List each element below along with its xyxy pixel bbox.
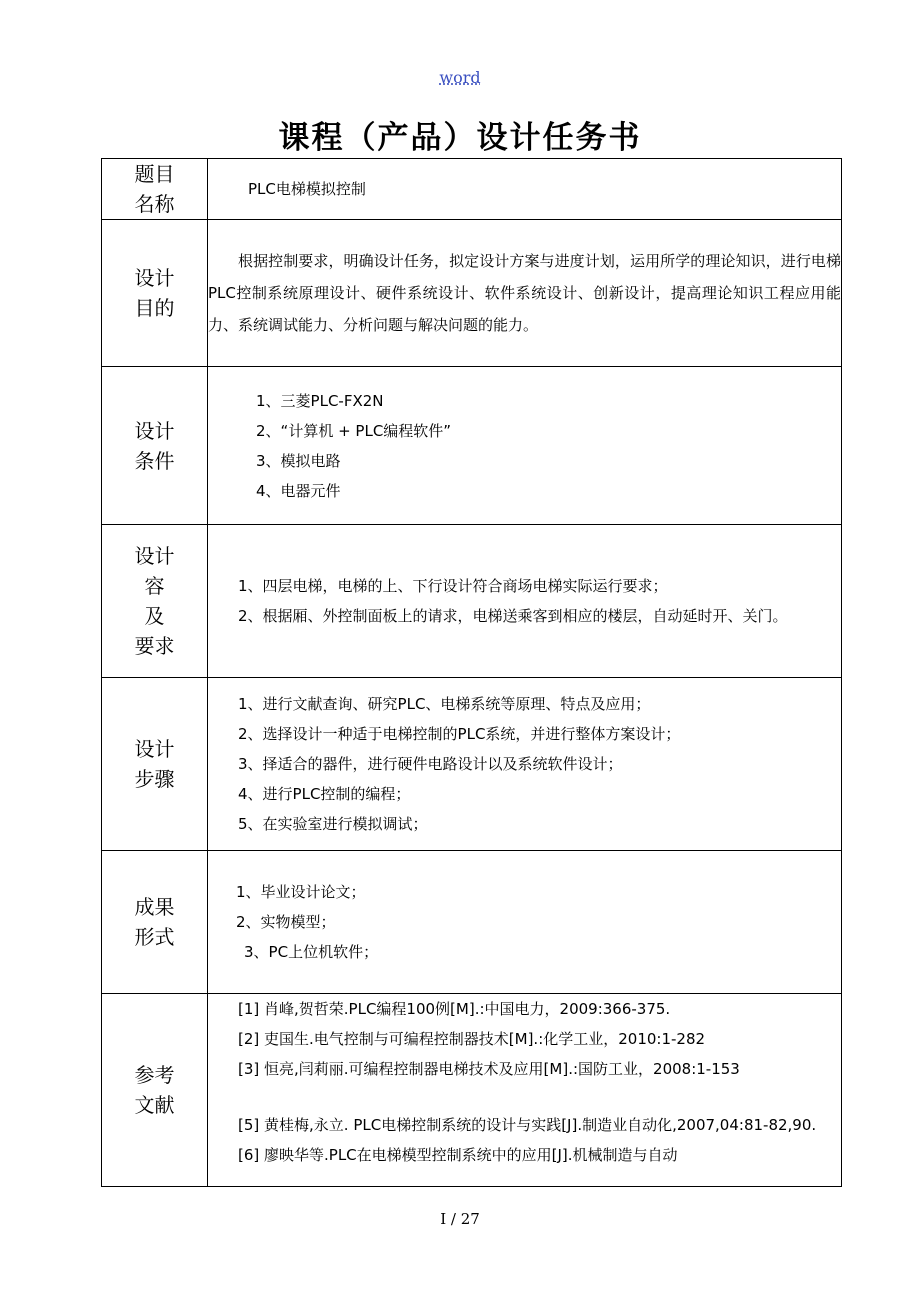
reference-item: [5] 黄桂梅,永立. PLC电梯控制系统的设计与实践[J].制造业自动化,2007,04:81-82,90.: [238, 1116, 817, 1134]
label-topic: 题目 名称: [102, 159, 208, 220]
list-item: 2、实物模型；: [236, 913, 336, 931]
list-item: 3、PC上位机软件；: [244, 943, 379, 961]
list-item: 3、模拟电路: [256, 451, 341, 470]
label-content: 设计 容 及 要求: [102, 525, 208, 678]
row-references: [102, 994, 842, 1187]
list-item: 1、三菱PLC-FX2N: [256, 391, 384, 410]
list-item: 2、选择设计一种适于电梯控制的PLC系统，并进行整体方案设计；: [238, 725, 681, 743]
spacer: [208, 1084, 841, 1110]
list-item: 5、在实验室进行模拟调试；: [238, 815, 428, 833]
list-item: 4、进行PLC控制的编程；: [238, 785, 411, 803]
results-list: [208, 851, 842, 994]
task-table: [101, 158, 842, 1187]
row-conditions: [102, 367, 842, 525]
steps-list: [208, 678, 842, 851]
label-conditions: 设计 条件: [102, 367, 208, 525]
references-list: [208, 994, 842, 1187]
content-list: [208, 525, 842, 678]
row-purpose: [102, 220, 842, 367]
list-item: 2、“计算机 + PLC编程软件”: [256, 421, 452, 440]
reference-item: [1] 肖峰,贺哲荣.PLC编程100例[M].:中国电力，2009:366-375.: [238, 1000, 671, 1018]
row-topic: [102, 159, 842, 220]
list-item: 1、毕业设计论文；: [236, 883, 366, 901]
topic-value: PLC电梯模拟控制: [208, 159, 842, 220]
list-item: 1、四层电梯，电梯的上、下行设计符合商场电梯实际运行要求；: [238, 577, 668, 595]
label-purpose: 设计 目的: [102, 220, 208, 367]
list-item: 3、择适合的器件，进行硬件电路设计以及系统软件设计；: [238, 755, 623, 773]
reference-item: [6] 廖映华等.PLC在电梯模型控制系统中的应用[J].机械制造与自动: [238, 1146, 678, 1164]
label-steps: 设计 步骤: [102, 678, 208, 851]
purpose-text: 根据控制要求，明确设计任务，拟定设计方案与进度计划，运用所学的理论知识，进行电梯PLC控制系统原理设计、硬件系统设计、软件系统设计、创新设计，提高理论知识工程应用能力、系统调试能力、分析问题与解决问题的能力。: [208, 220, 842, 367]
list-item: 4、电器元件: [256, 481, 341, 500]
page-title: 课程（产品）设计任务书: [278, 120, 642, 156]
row-results: [102, 851, 842, 994]
row-content: [102, 525, 842, 678]
conditions-list: [208, 367, 842, 525]
header-word-link[interactable]: word: [439, 68, 481, 87]
label-results: 成果 形式: [102, 851, 208, 994]
list-item: 1、进行文献查询、研究PLC、电梯系统等原理、特点及应用；: [238, 695, 651, 713]
row-steps: [102, 678, 842, 851]
reference-item: [3] 恒亮,闫莉丽.可编程控制器电梯技术及应用[M].:国防工业，2008:1-153: [238, 1060, 740, 1078]
page-number: I / 27: [440, 1210, 480, 1228]
list-item: 2、根据厢、外控制面板上的请求，电梯送乘客到相应的楼层，自动延时开、关门。: [238, 607, 788, 625]
label-references: 参考 文献: [102, 994, 208, 1187]
reference-item: [2] 吏国生.电气控制与可编程控制器技术[M].:化学工业，2010:1-282: [238, 1030, 706, 1048]
